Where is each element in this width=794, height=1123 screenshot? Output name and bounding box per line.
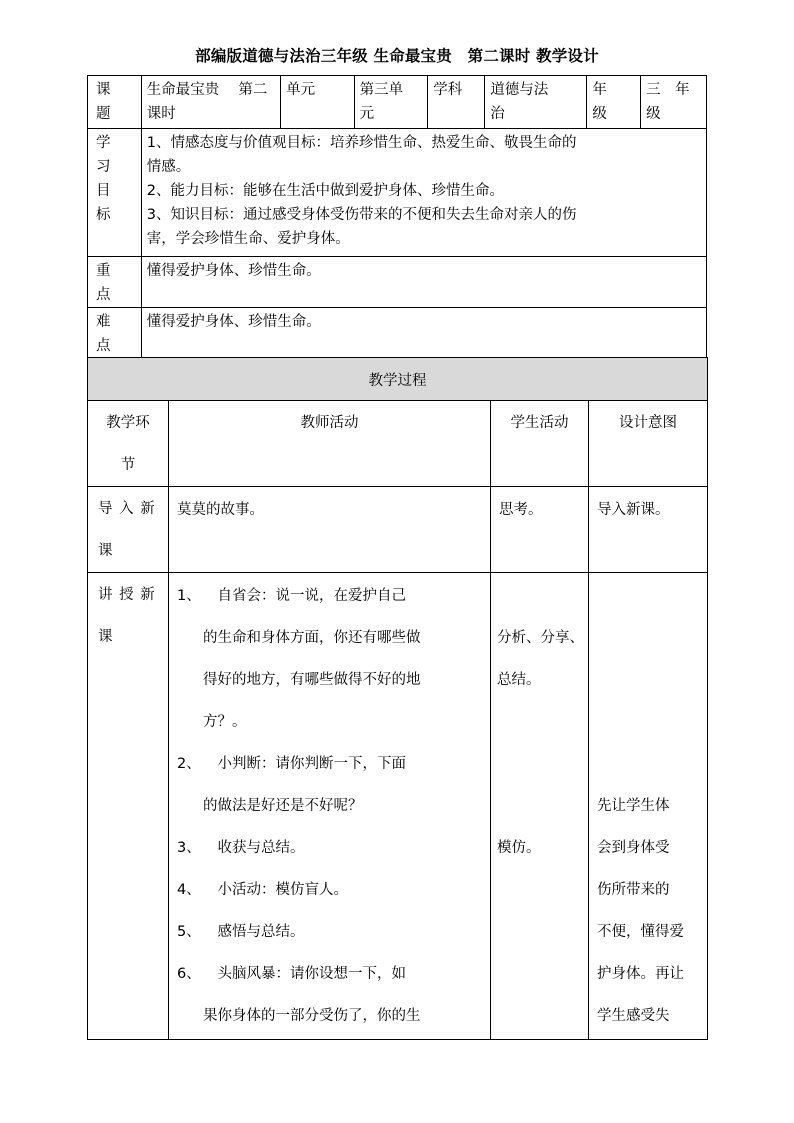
intro-teacher-activity: 莫莫的故事。 [169, 487, 491, 573]
list-item: 5、 感悟与总结。 [177, 924, 305, 940]
teach-design-intent: 先让学生体 会到身体受 伤所带来的 不便，懂得爱 护身体。再让 学生感受失 [589, 573, 708, 1040]
design-intent-header: 设计意图 [589, 401, 708, 487]
list-item: 4、 小活动：模仿盲人。 [177, 882, 348, 898]
teach-stage: 讲 授 新 课 [88, 573, 169, 1040]
list-item: 6、 头脑风暴：请你设想一下，如 果你身体的一部分受伤了，你的生 [177, 966, 421, 1024]
lesson-info-table [87, 75, 707, 359]
goals-content: 1、情感态度与价值观目标：培养珍惜生命、热爱生命、敬畏生命的 情感。 2、能力目标：能够在生活中做到爱护身体、珍惜生命。 3、知识目标：通过感受身体受伤带来的不便和失去生命对亲人的伤 害，学会珍惜生命、爱护身体。 [141, 129, 706, 257]
unit-value: 第三单 元 [354, 76, 428, 129]
key-point-label: 重 点 [88, 257, 142, 308]
grade-value: 三 年 级 [641, 76, 707, 129]
unit-label: 单元 [281, 76, 355, 129]
subject-value: 道德与法 治 [485, 76, 587, 129]
stage-header: 教学环 节 [88, 401, 169, 487]
list-item: 2、 小判断：请你判断一下，下面 的做法是好还是不好呢？ [177, 756, 406, 814]
topic-value: 生命最宝贵 第二 课时 [141, 76, 280, 129]
grade-label: 年 级 [587, 76, 641, 129]
teaching-process-table [87, 357, 708, 1040]
teach-teacher-activity [169, 573, 491, 1040]
goals-label: 学 习 目 标 [88, 129, 142, 257]
intro-student-activity: 思考。 [491, 487, 589, 573]
list-item: 1、 自省会：说一说，在爱护自己 的生命和身体方面，你还有哪些做 得好的地方，有哪些做得不好的地 方？。 [177, 588, 421, 730]
difficulty-label: 难 点 [88, 308, 142, 359]
difficulty-value: 懂得爱护身体、珍惜生命。 [141, 308, 706, 359]
teacher-activity-header: 教师活动 [169, 401, 491, 487]
subject-label: 学科 [428, 76, 485, 129]
topic-label: 课 题 [88, 76, 142, 129]
student-activity-header: 学生活动 [491, 401, 589, 487]
process-title: 教学过程 [88, 358, 708, 401]
document-title: 部编版道德与法治三年级 生命最宝贵 第二课时 教学设计 [195, 46, 599, 65]
teach-student-activity: 分析、分享、 总结。 模仿。 [491, 573, 589, 1040]
intro-design-intent: 导入新课。 [589, 487, 708, 573]
key-point-value: 懂得爱护身体、珍惜生命。 [141, 257, 706, 308]
list-item: 3、 收获与总结。 [177, 840, 305, 856]
intro-stage: 导 入 新 课 [88, 487, 169, 573]
